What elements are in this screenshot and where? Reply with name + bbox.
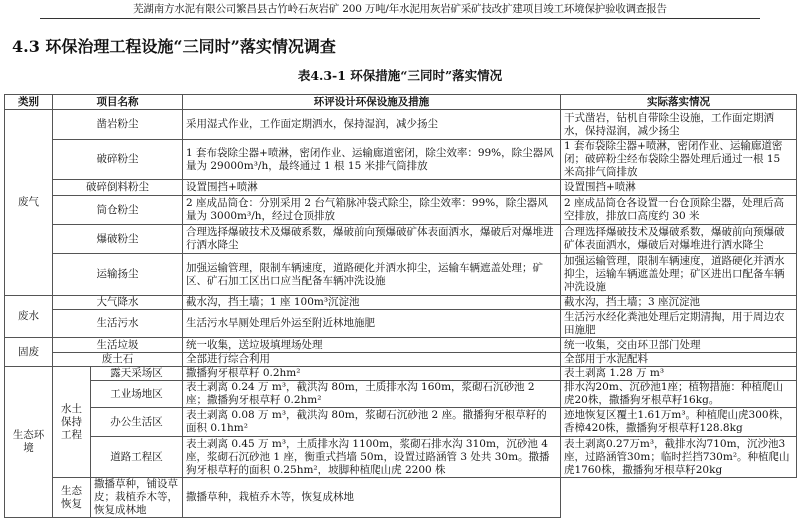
- col-item: 项目名称: [53, 95, 183, 110]
- actual-cell: 加强运输管理，限制车辆速度，道路硬化并洒水抑尘，运输车辆遮盖处理；矿区进出口配备车辆冲洗设施: [561, 254, 797, 296]
- actual-cell: 合理选择爆破技术及爆破系数，爆破前向预爆破矿体表面洒水，爆破后对爆堆进行洒水降尘: [561, 225, 797, 254]
- item-name: 生态恢复: [53, 478, 91, 518]
- item-name: 凿岩粉尘: [53, 110, 183, 140]
- table-row: [5, 437, 797, 478]
- design-cell: 2 座成品筒仓：分别采用 2 台气箱脉冲袋式除尘，除尘效率：99%，除尘器风量为 3000m³/h，经过仓顶排放: [183, 196, 561, 225]
- actual-cell: 1 套布袋除尘器+喷淋，密闭作业、运输廊道密闭；破碎粉尘经布袋除尘器处理后通过一根 15 米高排气筒排放: [561, 140, 797, 180]
- design-cell: 表土剥离 0.24 万 m³，截洪沟 80m，土质排水沟 160m，浆砌石沉砂池 2 座；撒播狗牙根草籽 0.2hm²: [183, 381, 561, 408]
- item-name: 废土石: [53, 353, 183, 367]
- item-name: 大气降水: [53, 296, 183, 310]
- actual-cell: 撒播草种，栽植乔木等，恢复成林地: [183, 478, 561, 518]
- design-cell: 1 套布袋除尘器+喷淋，密闭作业、运输廊道密闭，除尘效率：99%，除尘器风量为 29000m³/h，最终通过 1 根 15 米排气筒排放: [183, 140, 561, 180]
- category-cell: 废气: [5, 110, 53, 296]
- col-design: 环评设计环保设施及措施: [183, 95, 561, 110]
- item-name: 运输扬尘: [53, 254, 183, 296]
- item-name: 工业场地区: [91, 381, 183, 408]
- table-row: [5, 110, 797, 140]
- item-name: 破碎粉尘: [53, 140, 183, 180]
- col-actual: 实际落实情况: [561, 95, 797, 110]
- item-name: 爆破粉尘: [53, 225, 183, 254]
- table-header-row: [5, 95, 797, 110]
- actual-cell: 2 座成品筒仓各设置一台仓顶除尘器，处理后高空排放，排放口高度约 30 米: [561, 196, 797, 225]
- table-row: [5, 478, 797, 518]
- actual-cell: 表土剥离0.27万m³，截排水沟710m，沉沙池3座，过路涵管30m；临时拦挡730m²。种植爬山虎1760株，撒播狗牙根草籽20kg: [561, 437, 797, 478]
- table-row: [5, 140, 797, 180]
- design-cell: 表土剥离 0.45 万 m³，土质排水沟 1100m，浆砌石排水沟 310m，沉砂池 4 座，浆砌石沉砂池 1 座，衡重式挡墙 50m，设置过路涵管 3 处共 30m。撒播狗牙根草籽的面积 0.25hm²，坡脚种植爬山虎 2200 株: [183, 437, 561, 478]
- design-cell: 加强运输管理，限制车辆速度，道路硬化并洒水抑尘，运输车辆遮盖处理；矿区、矿石加工区出口应当配备车辆冲洗设施: [183, 254, 561, 296]
- table-row: [5, 196, 797, 225]
- design-cell: 合理选择爆破技术及爆破系数，爆破前向预爆破矿体表面洒水，爆破后对爆堆进行洒水降尘: [183, 225, 561, 254]
- header-rule: [40, 18, 760, 19]
- table-caption: 表4.3-1 环保措施“三同时”落实情况: [297, 68, 503, 83]
- table-row: [5, 180, 797, 196]
- item-name: 筒仓粉尘: [53, 196, 183, 225]
- item-name: 办公生活区: [91, 408, 183, 437]
- item-name: 破碎倒料粉尘: [53, 180, 183, 196]
- item-name: 露天采场区: [91, 367, 183, 381]
- subcategory-cell: 水土保持工程: [53, 367, 91, 478]
- actual-cell: 生活污水经化粪池处理后定期清掏，用于周边农田施肥: [561, 310, 797, 338]
- design-cell: 撒播草种，铺设草皮；栽植乔木等，恢复成林地: [91, 478, 183, 518]
- category-cell: 生态环境: [5, 367, 53, 518]
- measures-table: [4, 94, 797, 518]
- design-cell: 设置围挡+喷淋: [183, 180, 561, 196]
- design-cell: 截水沟，挡土墙；1 座 100m³沉淀池: [183, 296, 561, 310]
- report-header: 芜湖南方水泥有限公司繁昌县古竹岭石灰岩矿 200 万吨/年水泥用灰岩矿采矿技改扩建项目竣工环境保护验收调查报告: [133, 3, 667, 15]
- actual-cell: 截水沟，挡土墙；3 座沉淀池: [561, 296, 797, 310]
- actual-cell: 统一收集，交由环卫部门处理: [561, 338, 797, 353]
- actual-cell: 设置围挡+喷淋: [561, 180, 797, 196]
- col-category: 类别: [5, 95, 53, 110]
- table-row: [5, 310, 797, 338]
- actual-cell: 干式凿岩，钻机自带除尘设施，工作面定期洒水，保持湿润，减少扬尘: [561, 110, 797, 140]
- design-cell: 生活污水旱厕处理后外运至附近林地施肥: [183, 310, 561, 338]
- table-row: [5, 353, 797, 367]
- design-cell: 统一收集，送垃圾填埋场处理: [183, 338, 561, 353]
- design-cell: 撒播狗牙根草籽 0.2hm²: [183, 367, 561, 381]
- actual-cell: 全部用于水泥配料: [561, 353, 797, 367]
- table-row: [5, 225, 797, 254]
- category-cell: 固废: [5, 338, 53, 367]
- table-row: [5, 381, 797, 408]
- item-name: 生活污水: [53, 310, 183, 338]
- actual-cell: 迹地恢复区覆土1.61万m³。种植爬山虎300株，香樟420株，撒播狗牙根草籽128.8kg: [561, 408, 797, 437]
- item-name: 生活垃圾: [53, 338, 183, 353]
- table-row: [5, 296, 797, 310]
- design-cell: 表土剥离 0.08 万 m³，截洪沟 80m，浆砌石沉砂池 2 座。撒播狗牙根草籽的面积 0.1hm²: [183, 408, 561, 437]
- table-row: [5, 408, 797, 437]
- category-cell: 废水: [5, 296, 53, 338]
- table-row: [5, 367, 797, 381]
- actual-cell: 排水沟20m、沉砂池1座；植物措施：种植爬山虎20株，撒播狗牙根草籽16kg。: [561, 381, 797, 408]
- design-cell: 全部进行综合利用: [183, 353, 561, 367]
- table-row: [5, 338, 797, 353]
- actual-cell: 表土剥离 1.28 万 m³: [561, 367, 797, 381]
- item-name: 道路工程区: [91, 437, 183, 478]
- design-cell: 采用湿式作业，工作面定期洒水，保持湿润，减少扬尘: [183, 110, 561, 140]
- section-title: 4.3 环保治理工程设施“三同时”落实情况调查: [12, 37, 336, 56]
- table-row: [5, 254, 797, 296]
